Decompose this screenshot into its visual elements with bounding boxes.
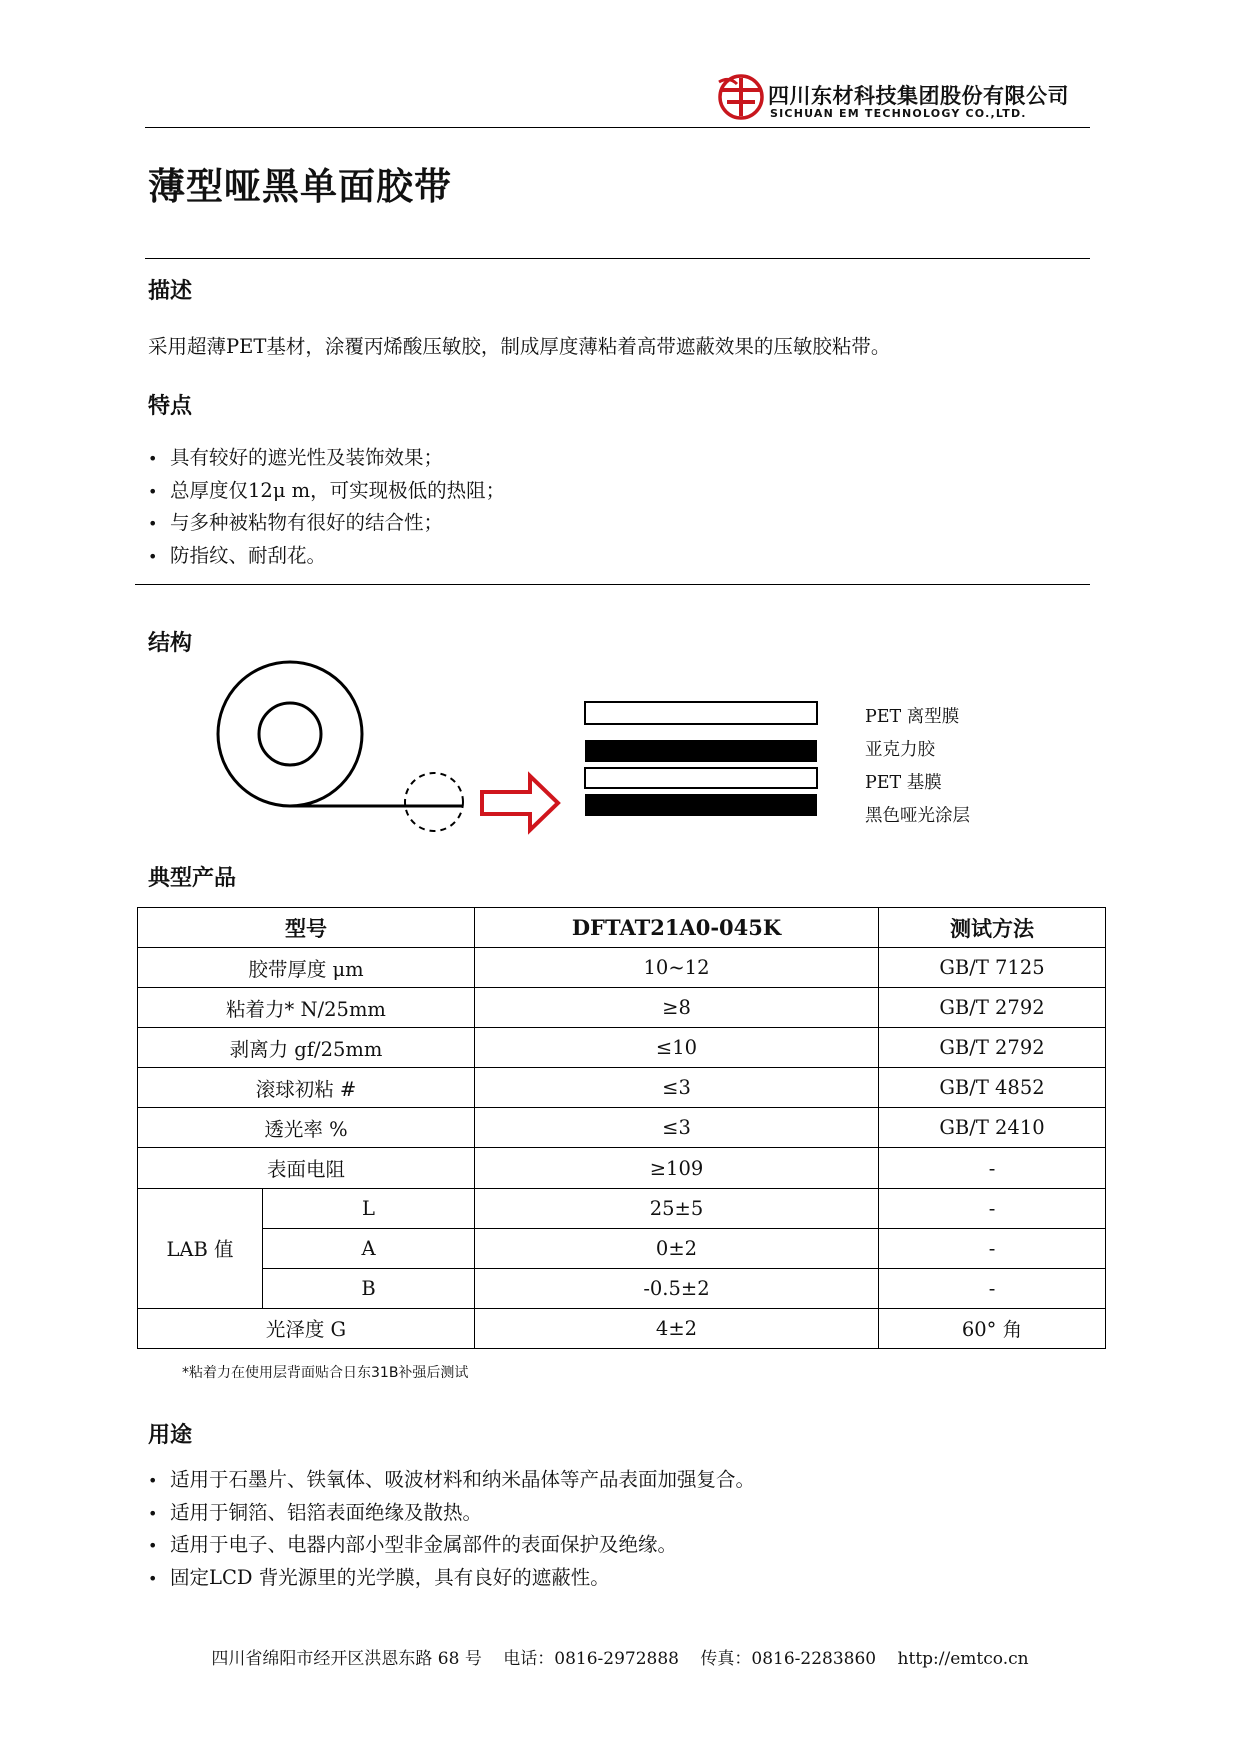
method-cell: GB/T 2792 (879, 988, 1106, 1028)
lab-sub-cell: L (263, 1188, 475, 1228)
structure-heading: 结构 (148, 631, 193, 656)
layer-label: PET 基膜 (865, 773, 942, 793)
layer-acrylic (585, 740, 817, 762)
method-cell: GB/T 4852 (879, 1068, 1106, 1108)
method-cell: GB/T 7125 (879, 948, 1106, 988)
spec-table (137, 907, 1106, 1349)
value-cell: ≤10 (475, 1028, 879, 1068)
page-title: 薄型哑黑单面胶带 (148, 165, 452, 208)
layer-pet-base (585, 768, 817, 788)
method-cell: - (879, 1188, 1106, 1228)
table-row (138, 1188, 1106, 1228)
property-cell: 粘着力* N/25mm (138, 988, 475, 1028)
bullet-icon: • (148, 1503, 158, 1523)
structure-diagram (200, 658, 840, 840)
title-divider (145, 258, 1090, 259)
table-row (138, 1268, 1106, 1308)
lab-sub-cell: A (263, 1228, 475, 1268)
method-cell: - (879, 1268, 1106, 1308)
layer-pet-release (585, 702, 817, 724)
lab-label-cell: LAB 值 (138, 1188, 263, 1308)
section-divider (135, 584, 1090, 585)
value-cell: 4±2 (475, 1308, 879, 1348)
layer-label: 亚克力胶 (865, 740, 935, 760)
table-row (138, 1148, 1106, 1188)
method-cell: 60° 角 (879, 1308, 1106, 1348)
column-header: 型号 (138, 908, 475, 948)
layer-label: PET 离型膜 (865, 707, 960, 727)
method-cell: - (879, 1148, 1106, 1188)
features-heading: 特点 (148, 394, 193, 419)
list-item: • 具有较好的遮光性及装饰效果； (148, 442, 505, 475)
table-row (138, 1028, 1106, 1068)
bullet-icon: • (148, 481, 158, 501)
footer-address: 四川省绵阳市经开区洪恩东路 68 号 (211, 1649, 482, 1669)
value-cell: ≥109 (475, 1148, 879, 1188)
table-row (138, 1308, 1106, 1348)
company-logo-icon (715, 72, 767, 122)
table-footnote: *粘着力在使用层背面贴合日东31B补强后测试 (182, 1365, 469, 1381)
list-item: • 防指纹、耐刮花。 (148, 540, 505, 573)
list-item: • 总厚度仅12μ m，可实现极低的热阻； (148, 475, 505, 508)
property-cell: 透光率 % (138, 1108, 475, 1148)
description-text: 采用超薄PET基材，涂覆丙烯酸压敏胶，制成厚度薄粘着高带遮蔽效果的压敏胶粘带。 (148, 335, 891, 358)
value-cell: -0.5±2 (475, 1268, 879, 1308)
bullet-icon: • (148, 1568, 158, 1588)
property-cell: 光泽度 G (138, 1308, 475, 1348)
table-row (138, 948, 1106, 988)
footer-website[interactable]: http://emtco.cn (897, 1649, 1029, 1669)
list-item: • 与多种被粘物有很好的结合性； (148, 507, 505, 540)
method-cell: - (879, 1228, 1106, 1268)
value-cell: ≥8 (475, 988, 879, 1028)
layer-label: 黑色哑光涂层 (865, 806, 970, 826)
uses-heading: 用途 (148, 1423, 193, 1448)
products-heading: 典型产品 (148, 866, 237, 891)
value-cell: 25±5 (475, 1188, 879, 1228)
arrow-right-icon (482, 776, 558, 830)
bullet-icon: • (148, 449, 158, 468)
table-header-row (138, 908, 1106, 948)
bullet-icon: • (148, 1471, 158, 1490)
column-header: 测试方法 (879, 908, 1106, 948)
tape-roll-icon (218, 662, 463, 831)
property-cell: 胶带厚度 μm (138, 948, 475, 988)
value-cell: ≤3 (475, 1108, 879, 1148)
header-divider (145, 127, 1090, 128)
column-header: DFTAT21A0-045K (475, 908, 879, 948)
company-name-cn: 四川东材科技集团股份有限公司 (768, 84, 1069, 108)
table-row (138, 1068, 1106, 1108)
value-cell: 0±2 (475, 1228, 879, 1268)
property-cell: 剥离力 gf/25mm (138, 1028, 475, 1068)
method-cell: GB/T 2410 (879, 1108, 1106, 1148)
list-item: • 适用于石墨片、铁氧体、吸波材料和纳米晶体等产品表面加强复合。 (148, 1464, 755, 1497)
list-item: • 固定LCD 背光源里的光学膜，具有良好的遮蔽性。 (148, 1562, 755, 1595)
bullet-icon: • (148, 514, 158, 533)
table-row (138, 1228, 1106, 1268)
layer-black-coat (585, 794, 817, 816)
company-name-en: SICHUAN EM TECHNOLOGY CO.,LTD. (770, 107, 1027, 120)
footer-phone: 电话：0816-2972888 (503, 1649, 679, 1669)
features-list (148, 442, 505, 572)
table-row (138, 1108, 1106, 1148)
value-cell: ≤3 (475, 1068, 879, 1108)
list-item: • 适用于铜箔、铝箔表面绝缘及散热。 (148, 1497, 755, 1530)
method-cell: GB/T 2792 (879, 1028, 1106, 1068)
property-cell: 表面电阻 (138, 1148, 475, 1188)
table-row (138, 988, 1106, 1028)
value-cell: 10~12 (475, 948, 879, 988)
list-item: • 适用于电子、电器内部小型非金属部件的表面保护及绝缘。 (148, 1529, 755, 1562)
description-heading: 描述 (148, 279, 193, 304)
bullet-icon: • (148, 546, 158, 566)
property-cell: 滚球初粘 # (138, 1068, 475, 1108)
page-footer (0, 1644, 1240, 1669)
uses-list (148, 1464, 755, 1594)
bullet-icon: • (148, 1536, 158, 1555)
layer-stack (585, 702, 817, 816)
lab-sub-cell: B (263, 1268, 475, 1308)
footer-fax: 传真：0816-2283860 (700, 1649, 877, 1669)
